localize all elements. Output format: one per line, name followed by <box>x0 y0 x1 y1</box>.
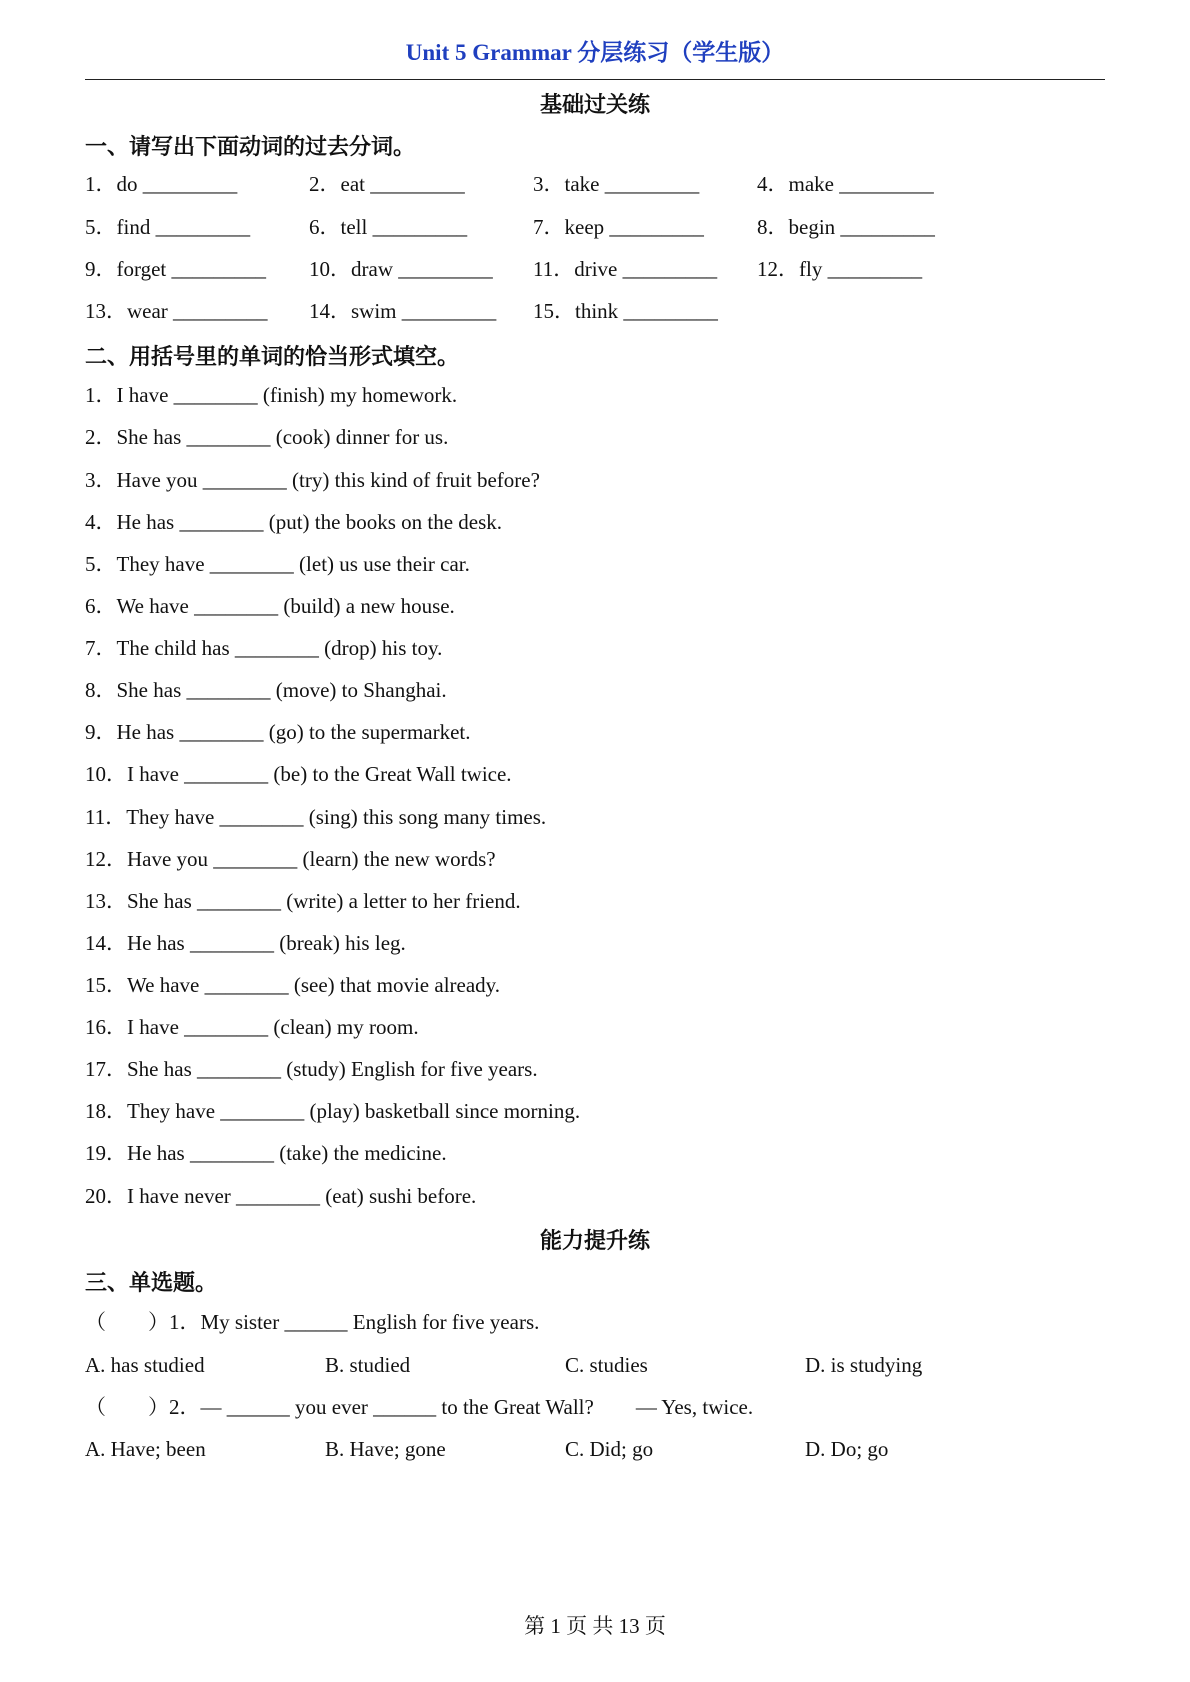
verb-item: 6．tell _________ <box>309 215 468 239</box>
mc-option: C. Did; go <box>565 1437 654 1461</box>
section-basic-title: 基础过关练 <box>539 92 650 117</box>
fill-in-item: 4．He has ________ (put) the books on the desk. <box>85 510 503 534</box>
fill-in-item: 15．We have ________ (see) that movie already. <box>85 973 501 997</box>
header-divider <box>85 79 1105 80</box>
verb-item: 13．wear _________ <box>85 299 268 323</box>
verb-item: 5．find _________ <box>85 215 251 239</box>
fill-in-item: 3．Have you ________ (try) this kind of fruit before? <box>85 468 540 492</box>
part2-title: 二、用括号里的单词的恰当形式填空。 <box>85 344 460 369</box>
fill-in-item: 8．She has ________ (move) to Shanghai. <box>85 678 447 702</box>
fill-in-item: 14．He has ________ (break) his leg. <box>85 931 406 955</box>
verb-item: 11．drive _________ <box>533 257 718 281</box>
fill-in-item: 20．I have never ________ (eat) sushi before. <box>85 1184 477 1208</box>
section-advanced-title: 能力提升练 <box>539 1228 650 1253</box>
mc-option: A. has studied <box>85 1353 205 1377</box>
verb-item: 10．draw _________ <box>309 257 493 281</box>
part3-title: 三、单选题。 <box>85 1270 218 1295</box>
mc-option: C. studies <box>565 1353 648 1377</box>
page-number: 第 1 页 共 13 页 <box>524 1614 666 1638</box>
mc-question-stem: （ ）1．My sister ______ English for five years. <box>85 1310 540 1334</box>
verb-item: 3．take _________ <box>533 172 700 196</box>
fill-in-item: 19．He has ________ (take) the medicine. <box>85 1141 447 1165</box>
verb-item: 4．make _________ <box>757 172 934 196</box>
fill-in-item: 6．We have ________ (build) a new house. <box>85 594 455 618</box>
verb-item: 15．think _________ <box>533 299 718 323</box>
verb-item: 14．swim _________ <box>309 299 497 323</box>
fill-in-item: 11．They have ________ (sing) this song many times. <box>85 805 547 829</box>
fill-in-item: 7．The child has ________ (drop) his toy. <box>85 636 443 660</box>
verb-item: 7．keep _________ <box>533 215 704 239</box>
verb-item: 12．fly _________ <box>757 257 923 281</box>
mc-option: A. Have; been <box>85 1437 206 1461</box>
fill-in-item: 13．She has ________ (write) a letter to her friend. <box>85 889 521 913</box>
fill-in-item: 2．She has ________ (cook) dinner for us. <box>85 425 449 449</box>
fill-in-item: 9．He has ________ (go) to the supermarket. <box>85 720 471 744</box>
mc-option: B. Have; gone <box>325 1437 446 1461</box>
part1-title: 一、请写出下面动词的过去分词。 <box>85 134 416 159</box>
mc-question-stem: （ ）2．— ______ you ever ______ to the Great Wall? — Yes, twice. <box>85 1395 754 1419</box>
fill-in-item: 16．I have ________ (clean) my room. <box>85 1015 419 1039</box>
verb-item: 2．eat _________ <box>309 172 465 196</box>
mc-option: B. studied <box>325 1353 411 1377</box>
fill-in-item: 1．I have ________ (finish) my homework. <box>85 383 458 407</box>
fill-in-item: 17．She has ________ (study) English for five years. <box>85 1057 538 1081</box>
verb-item: 1．do _________ <box>85 172 238 196</box>
verb-item: 8．begin _________ <box>757 215 935 239</box>
mc-option: D. is studying <box>805 1353 923 1377</box>
fill-in-item: 18．They have ________ (play) basketball since morning. <box>85 1099 581 1123</box>
document-title: Unit 5 Grammar 分层练习（学生版） <box>405 40 785 65</box>
fill-in-item: 10．I have ________ (be) to the Great Wall twice. <box>85 762 512 786</box>
fill-in-item: 5．They have ________ (let) us use their car. <box>85 552 470 576</box>
mc-option: D. Do; go <box>805 1437 889 1461</box>
fill-in-item: 12．Have you ________ (learn) the new words? <box>85 847 496 871</box>
verb-item: 9．forget _________ <box>85 257 267 281</box>
